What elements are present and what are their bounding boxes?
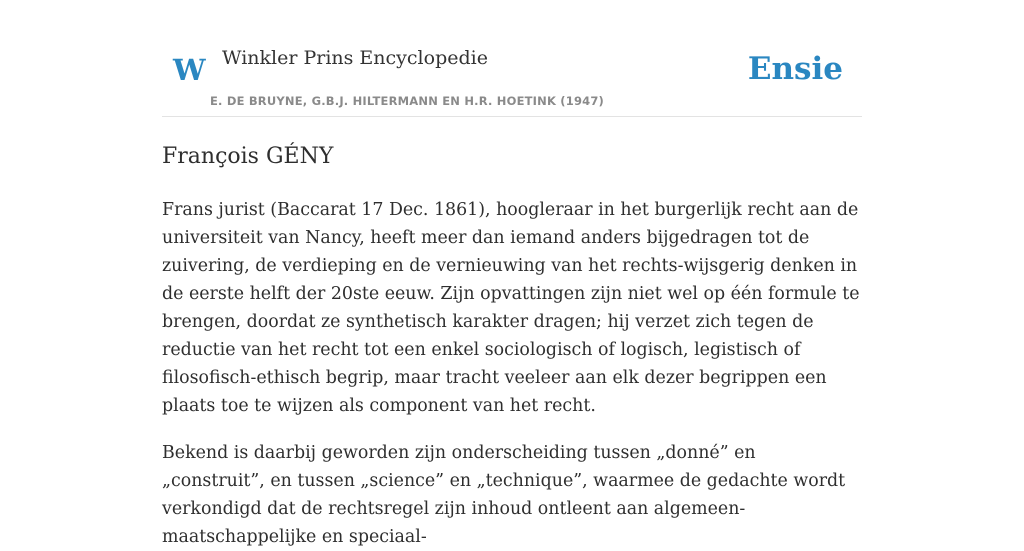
source-title[interactable]: Winkler Prins Encyclopedie — [222, 47, 488, 69]
article-page — [162, 0, 862, 547]
article-title: François GÉNY — [162, 144, 334, 169]
source-authors: E. DE BRUYNE, G.B.J. HILTERMANN EN H.R. HOETINK (1947) — [210, 94, 605, 108]
ensie-logo[interactable]: Ensie — [747, 51, 843, 87]
winkler-prins-logo[interactable]: W — [173, 53, 206, 87]
source-header — [162, 0, 862, 117]
article-paragraph: Frans jurist (Baccarat 17 Dec. 1861), hoogleraar in het burgerlijk recht aan de universiteit van Nancy, heeft meer dan iemand anders bijgedragen tot de zuivering, de verdieping en de vernieuwing van het rechts-wijsgerig denken in de eerste helft der 20ste eeuw. Zijn opvattingen zijn niet wel op één formule te brengen, doordat ze synthetisch karakter dragen; hij verzet zich tegen de reductie van het recht tot een enkel sociologisch of logisch, legistisch of filosofisch-ethisch begrip, maar tracht veeleer aan elk dezer begrippen een plaats toe te wijzen als component van het recht. — [162, 200, 860, 416]
article-paragraph: Bekend is daarbij geworden zijn onderscheiding tussen „donné” en „construit”, en tussen „science” en „technique”, waarmee de gedachte wordt verkondigd dat de rechtsregel zijn inhoud ontleent aan algemeen-maatschappelijke en speciaal- — [162, 443, 846, 547]
